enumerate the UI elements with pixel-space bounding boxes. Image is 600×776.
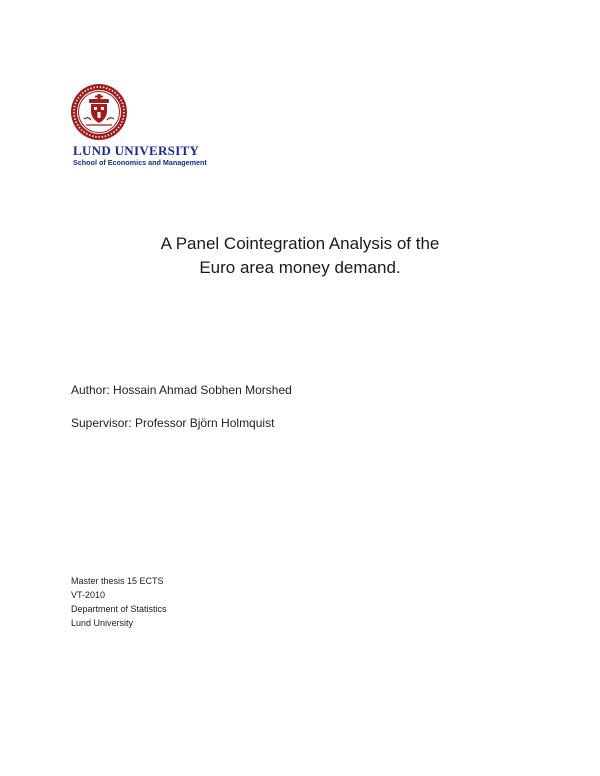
thesis-title-line-1: A Panel Cointegration Analysis of the bbox=[160, 234, 440, 253]
thesis-type: Master thesis 15 ECTS bbox=[71, 576, 164, 586]
university-name bbox=[73, 143, 199, 159]
school-name: School of Economics and Management bbox=[73, 158, 207, 167]
department: Department of Statistics bbox=[71, 604, 167, 614]
thesis-title-line-2: Euro area money demand. bbox=[199, 258, 401, 277]
university-name-text: LUND UNIVERSITY bbox=[73, 143, 200, 158]
author-line: Author: Hossain Ahmad Sobhen Morshed bbox=[71, 383, 292, 397]
supervisor-line: Supervisor: Professor Björn Holmquist bbox=[71, 416, 275, 430]
university: Lund University bbox=[71, 618, 134, 628]
university-seal-icon bbox=[70, 83, 128, 141]
thesis-term: VT-2010 bbox=[71, 590, 106, 600]
